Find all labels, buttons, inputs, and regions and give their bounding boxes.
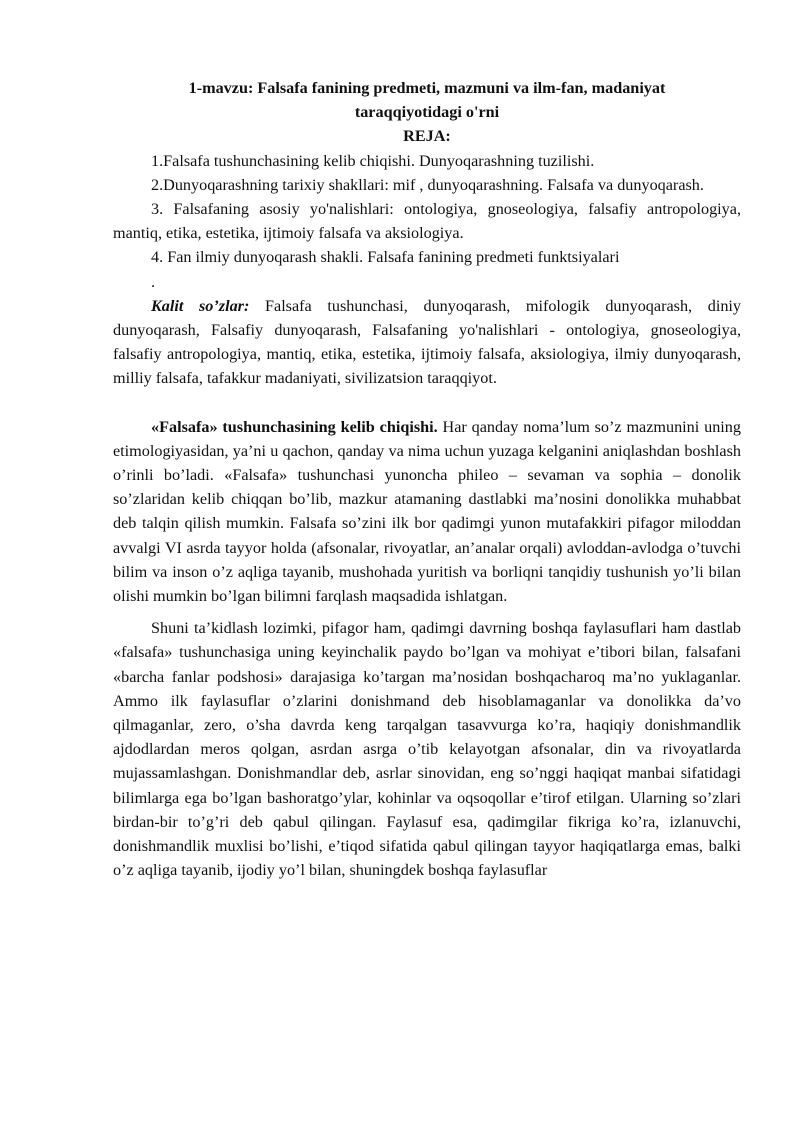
paragraph-2: Shuni ta’kidlash lozimki, pifagor ham, qadimgi davrning boshqa faylasuflari ham dastlab «falsafa» tushunchasiga uning keyinchalik paydo bo’lgan va mohiyat e’tibori bilan, falsafani «barcha fanlar podshosi» darajasiga ko’targan ma’nosidan boshqacharoq ma’no yuklaganlar. Ammo ilk faylasuflar o’zlarini donishmand deb hisoblamaganlar va donolikka da’vo qilmaganlar, zero, o’sha davrda keng tarqalgan tasavvurga ko’ra, haqiqiy donishmandlik ajdodlardan meros qolgan, asrdan asrga o’tib kelayotgan afsonalar, din va rivoyatlarda mujassamlashgan. Donishmandlar deb, asrlar sinovidan, eng so’nggi haqiqat manbai sifatidagi bilimlarga ega bo’lgan bashoratgo’ylar, kohinlar va oqsoqollar e’tirof etilgan. Ularning so’zlari birdan-bir to’g’ri deb qabul qilingan. Faylasuf esa, qadimgilar fikriga ko’ra, izlanuvchi, donishmandlik muxlisi bo’lishi, e’tiqod sifatida qabul qilingan tayyor haqiqatlarga emas, balki o’z aqliga tayanib, ijodiy yo’l bilan, shuningdek boshqa faylasuflar <box>113 619 741 880</box>
keywords-text: Falsafa tushunchasi, dunyoqarash, mifologik dunyoqarash, diniy dunyoqarash, Falsafiy dunyoqarash, Falsafaning yo'nalishlari - ontologiya, gnoseologiya, falsafiy antropologiya, mantiq, etika, estetika, ijtimoiy falsafa, aksiologiya, ilmiy dunyoqarash, milliy falsafa, tafakkur madaniyati, sivilizatsion taraqqiyot. <box>113 296 741 388</box>
title-line-2: taraqqiyotidagi o'rni <box>354 103 500 122</box>
section-1-text: Har qanday noma’lum so’z mazmunini uning etimologiyasidan, ya’ni u qachon, qanday va nima uchun yuzaga kelganini aniqlashdan boshlash o’rinli bo’ladi. «Falsafa» tushunchasi yunoncha phileo – sevaman va sophia – donolik so’zlaridan kelib chiqqan bo’lib, mazkur atamaning dastlabki ma’nosini donolikka muhabbat deb talqin qilish mumkin. Falsafa so’zini ilk bor qadimgi yunon mutafakkiri pifagor miloddan avvalgi VI asrda tayyor holda (afsonalar, rivoyatlar, an’analar orqali) avloddan-avlodga o’tuvchi bilim va inson o’z aqliga tayanib, mushohada yuritish va borliqni tanqidiy tushunish yo’li bilan olishi mumkin bo’lgan bilimni farqlash maqsadida ishlatgan. <box>113 417 741 606</box>
keywords-paragraph <box>113 294 741 391</box>
keywords-label: Kalit so’zlar: <box>151 296 250 315</box>
dot-line: . <box>151 272 156 291</box>
section-1-paragraph <box>113 415 741 609</box>
plan-item-3: 3. Falsafaning asosiy yo'nalishlari: ontologiya, gnoseologiya, falsafiy antropologiya, mantiq, etika, estetika, ijtimoiy falsafa va aksiologiya. <box>113 200 741 243</box>
section-1-heading: «Falsafa» tushunchasining kelib chiqishi. <box>151 417 438 436</box>
document-page <box>113 76 741 883</box>
title-line-1: 1-mavzu: Falsafa fanining predmeti, mazmuni va ilm-fan, madaniyat <box>188 79 666 97</box>
plan-heading: REJA: <box>403 127 451 146</box>
plan-item-2: 2.Dunyoqarashning tarixiy shakllari: mif , dunyoqarashning. Falsafa va dunyoqarash. <box>151 175 704 194</box>
document-title <box>113 76 741 124</box>
plan-item-4: 4. Fan ilmiy dunyoqarash shakli. Falsafa fanining predmeti funktsiyalari <box>151 248 620 267</box>
plan-item-1: 1.Falsafa tushunchasining kelib chiqishi. Dunyoqarashning tuzilishi. <box>151 151 595 170</box>
